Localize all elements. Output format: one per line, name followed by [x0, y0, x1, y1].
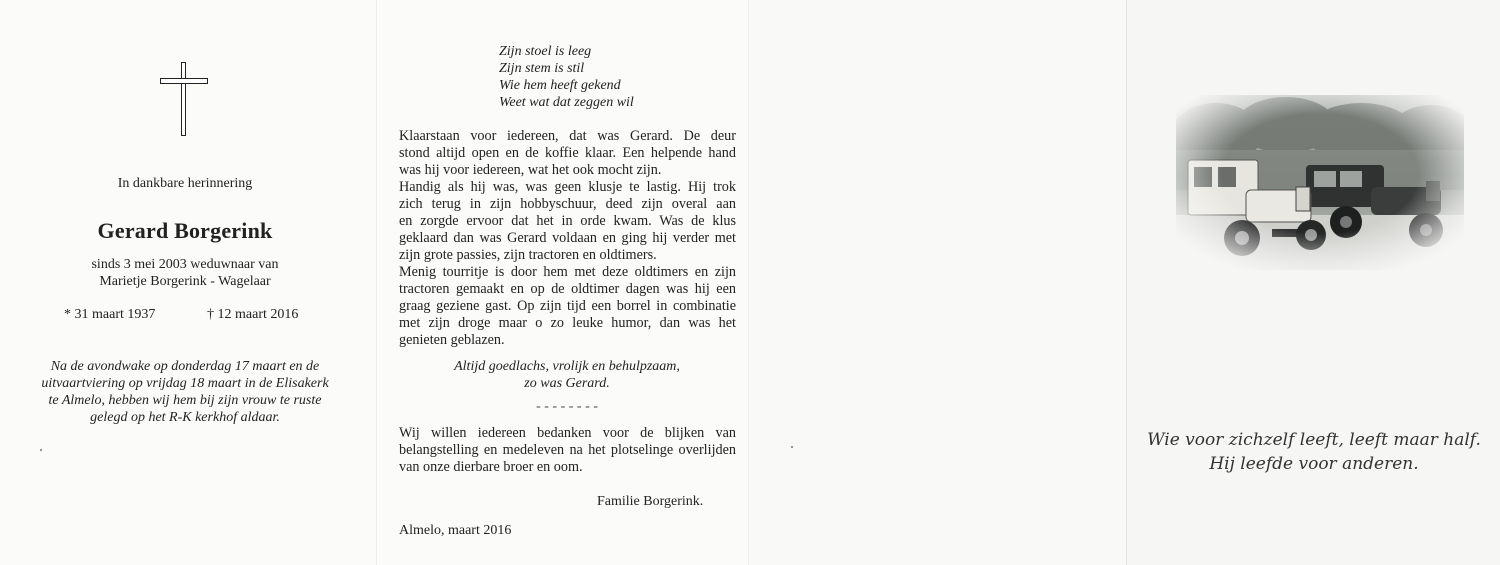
tribute-line: geklaard dan was Gerard voldaan en ging hij verder met — [399, 230, 736, 246]
poem — [499, 43, 634, 111]
speck — [791, 446, 793, 448]
tribute-line: genieten geblazen. — [399, 332, 505, 348]
saying-line: Hij leefde voor anderen. — [1209, 454, 1419, 474]
family-signature: Familie Borgerink. — [597, 494, 704, 509]
card-panel-back — [1126, 0, 1500, 565]
tribute-line: stond altijd open en de koffie klaar. Een helpende hand — [399, 145, 736, 161]
service-line: uitvaartviering op vrijdag 18 maart in de Elisakerk — [41, 376, 329, 391]
thanks-line: belangstelling en medeleven na het plotselinge overlijden — [399, 442, 736, 458]
place-date: Almelo, maart 2016 — [399, 523, 512, 538]
deceased-name: Gerard Borgerink — [97, 218, 273, 243]
tribute-line: was hij voor iedereen, wat het ook mocht zijn. — [399, 162, 662, 178]
intro-text: In dankbare herinnering — [117, 176, 253, 191]
thanks-line: Wij willen iedereen bedanken voor de blijken van — [399, 425, 736, 441]
saying-line: Wie voor zichzelf leeft, leeft maar half. — [1147, 430, 1481, 450]
service-line: Na de avondwake op donderdag 17 maart en de — [50, 359, 320, 374]
tribute-line: Menig tourritje is door hem met deze oldtimers en zijn — [399, 264, 736, 280]
thanks-line: van onze dierbare broer en oom. — [399, 459, 583, 475]
tribute-text — [399, 128, 736, 349]
widow-line-1: sinds 3 mei 2003 weduwnaar van — [91, 257, 279, 272]
poem-line: Wie hem heeft gekend — [499, 78, 621, 93]
tribute-line: graag geziene gast. Op zijn tijd een borrel in combinatie — [399, 298, 736, 314]
tribute-line: Klaarstaan voor iedereen, dat was Gerard. De deur — [399, 128, 736, 144]
tribute-line: tractoren gemaakt en op de oldtimer dagen was hij een — [399, 281, 736, 297]
tribute-line: met zijn droge maar o zo leuke humor, dan was het — [399, 315, 736, 331]
death-date: † 12 maart 2016 — [207, 307, 299, 322]
oldtimer-cars-image — [1176, 95, 1464, 270]
oldtimer-cars-photo — [1176, 95, 1464, 270]
cross-icon — [160, 62, 210, 138]
poem-line: Zijn stoel is leeg — [499, 44, 592, 59]
tribute-line: zich terug in zijn hobbyschuur, deed zijn overal aan — [399, 196, 736, 212]
quote-line: zo was Gerard. — [524, 376, 610, 391]
thanks-text — [399, 425, 736, 476]
saying — [1127, 428, 1500, 476]
tribute-line: zijn grote passies, zijn tractoren en oldtimers. — [399, 247, 657, 263]
poem-line: Zijn stem is stil — [499, 61, 585, 76]
card-panel-blank — [748, 0, 1127, 565]
divider: - - - - - - - - — [536, 399, 598, 414]
speck — [40, 449, 42, 451]
quote-line: Altijd goedlachs, vrolijk en behulpzaam, — [454, 359, 680, 374]
service-text — [0, 358, 370, 426]
tribute-line: Handig als hij was, was geen klusje te lastig. Hij trok — [399, 179, 736, 195]
birth-date: * 31 maart 1937 — [64, 307, 156, 322]
widow-line-2: Marietje Borgerink - Wagelaar — [99, 274, 271, 289]
card-panel-front-left — [0, 0, 376, 565]
poem-line: Weet wat dat zeggen wil — [499, 95, 634, 110]
service-line: te Almelo, hebben wij hem bij zijn vrouw te ruste — [48, 393, 322, 408]
tribute-line: en zorgde ervoor dat het in orde kwam. Was de klus — [399, 213, 736, 229]
card-panel-inner-left — [376, 0, 749, 565]
quote — [377, 358, 757, 392]
service-line: gelegd op het R-K kerkhof aldaar. — [90, 410, 280, 425]
